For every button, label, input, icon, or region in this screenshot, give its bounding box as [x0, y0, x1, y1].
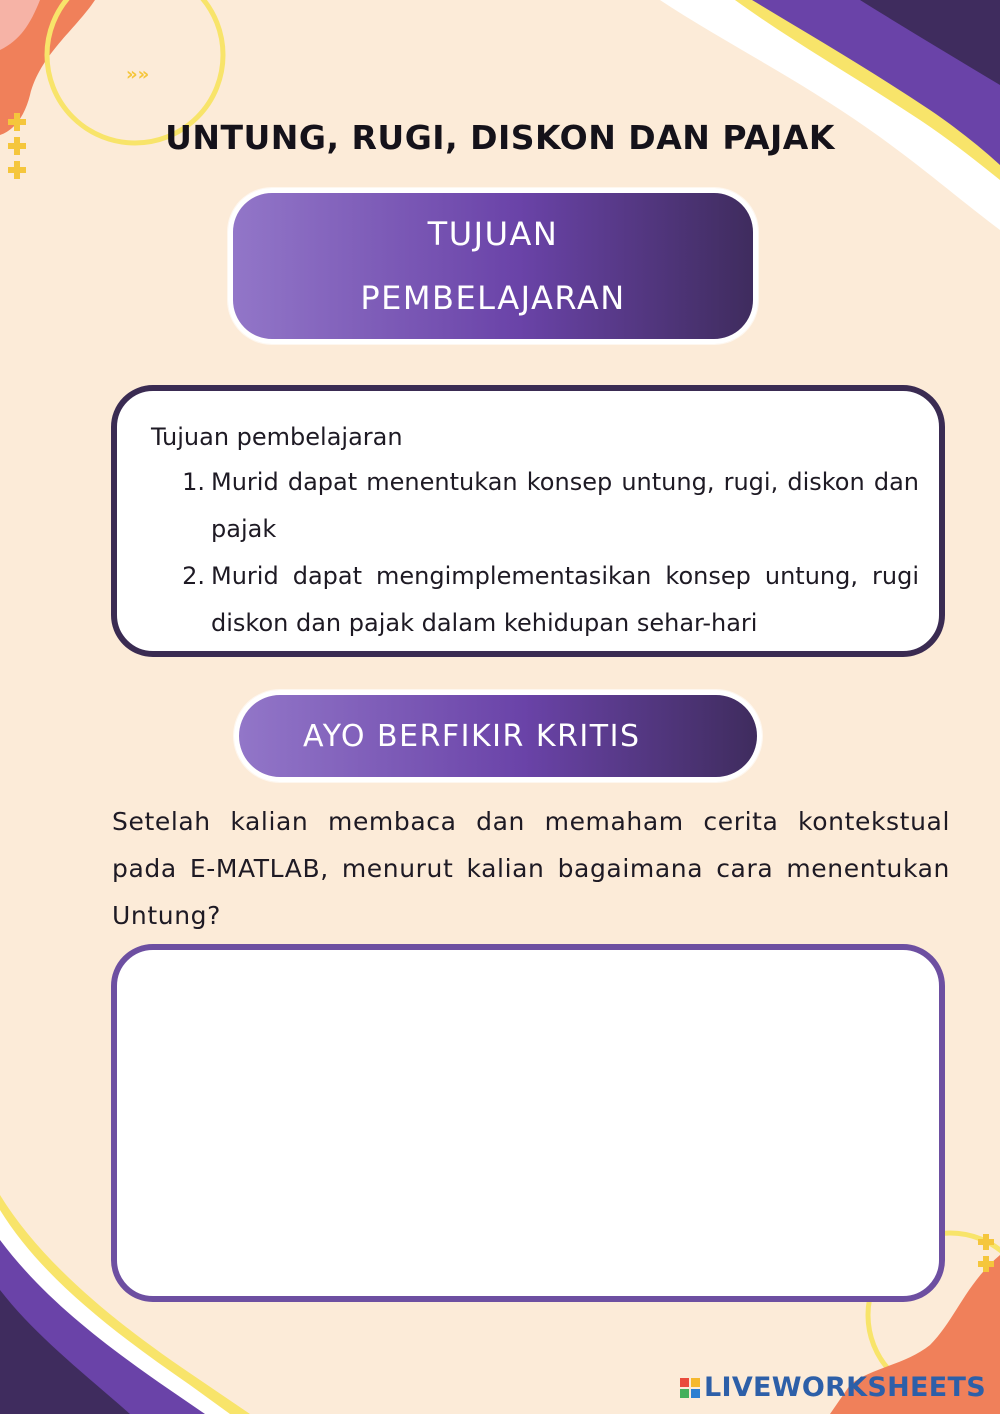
objectives-list	[151, 459, 919, 647]
list-number: 1.	[182, 468, 205, 496]
chevron-icon: »»	[126, 64, 150, 85]
list-text: Murid dapat mengimplementasikan konsep untung, rugi diskon dan pajak dalam kehidupan sehar-hari	[211, 562, 919, 637]
banner-line-2: PEMBELAJARAN	[360, 279, 626, 317]
plus-icons-right	[978, 1234, 994, 1272]
page-title: UNTUNG, RUGI, DISKON DAN PAJAK	[165, 118, 835, 157]
tujuan-pembelajaran-banner	[228, 188, 758, 344]
list-text: Murid dapat menentukan konsep untung, rugi, diskon dan pajak	[211, 468, 919, 543]
question-text: Setelah kalian membaca dan memaham cerita kontekstual pada E-MATLAB, menurut kalian bagaimana cara menentukan Untung?	[112, 807, 950, 930]
list-number: 2.	[182, 562, 205, 590]
list-item	[151, 553, 919, 647]
answer-input[interactable]	[111, 944, 945, 1302]
objectives-box	[111, 385, 945, 657]
liveworksheets-icon	[680, 1378, 700, 1398]
list-item	[151, 459, 919, 553]
liveworksheets-logo[interactable]	[680, 1372, 986, 1403]
ayo-berfikir-kritis-banner: AYO BERFIKIR KRITIS	[234, 690, 762, 782]
objectives-heading: Tujuan pembelajaran	[151, 423, 403, 451]
banner-line-1: TUJUAN	[427, 215, 559, 253]
brand-text: LIVEWORKSHEETS	[703, 1372, 986, 1403]
